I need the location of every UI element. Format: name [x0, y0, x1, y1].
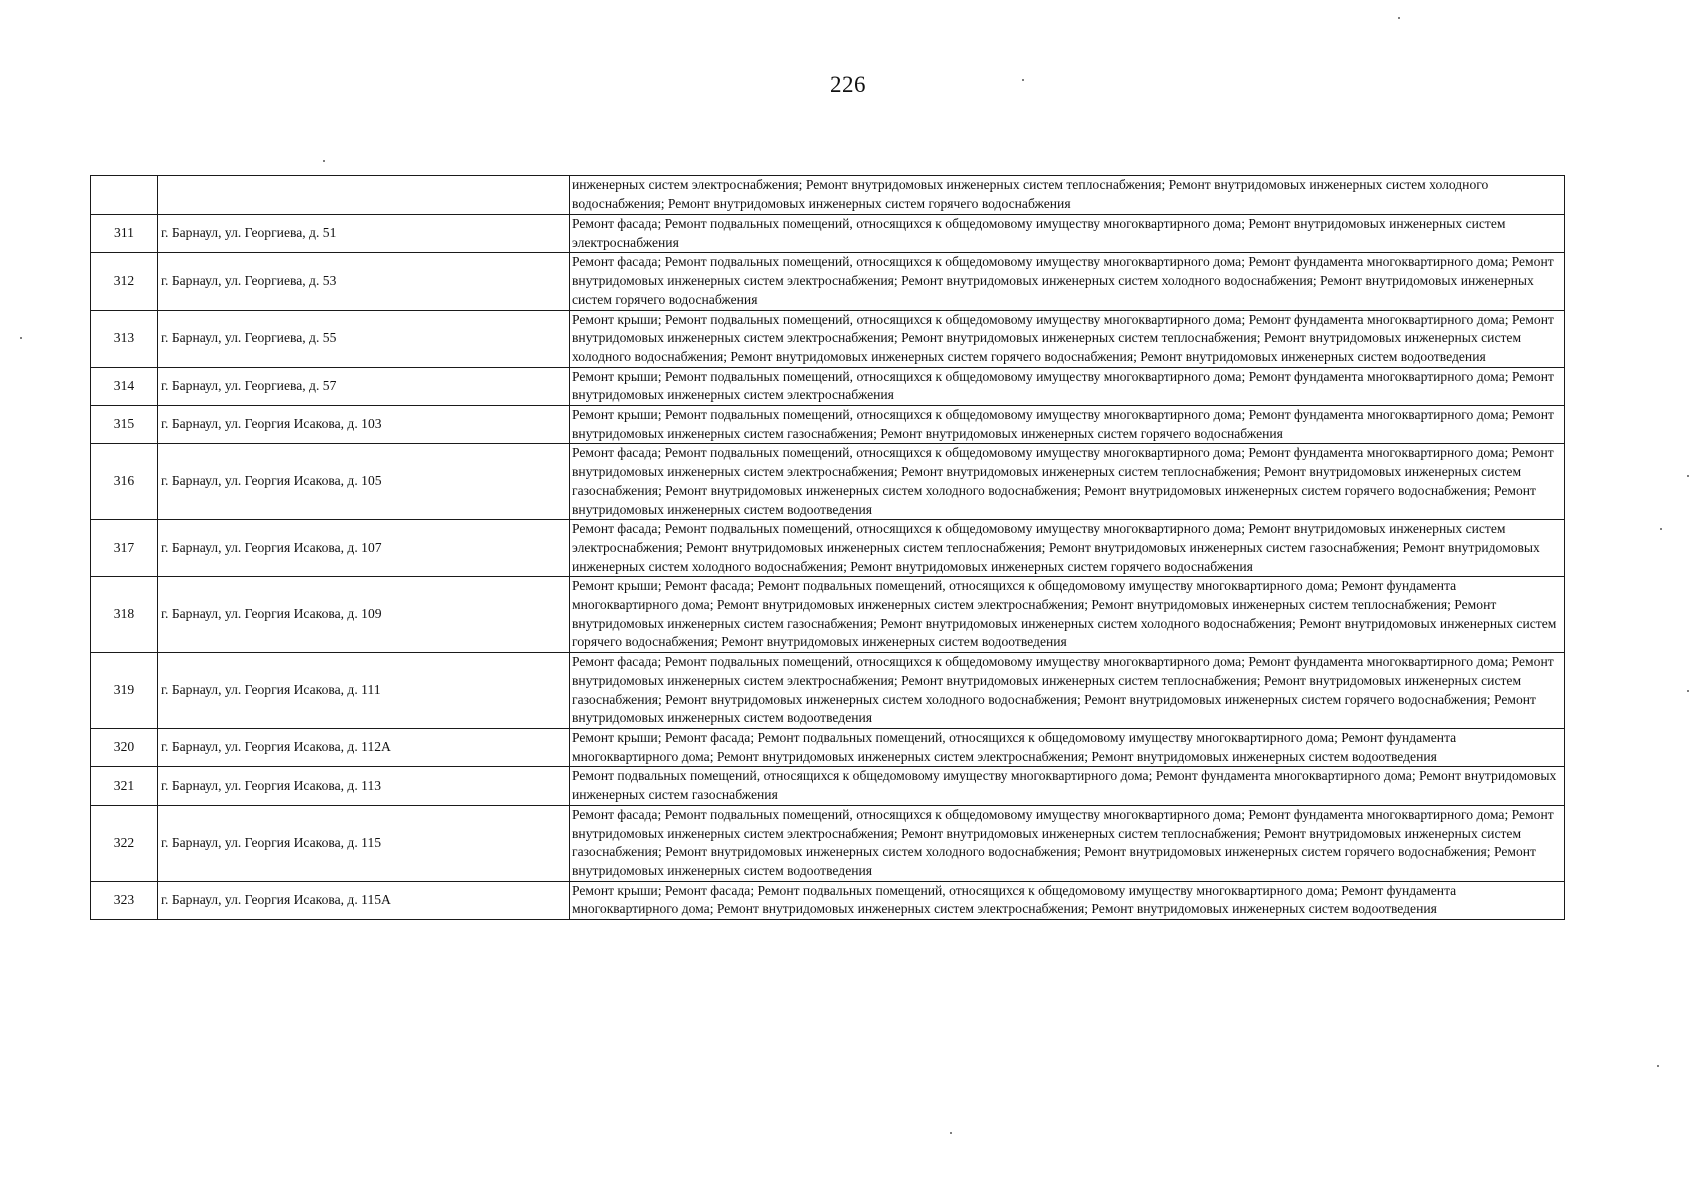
row-address: г. Барнаул, ул. Георгия Исакова, д. 111: [158, 653, 570, 729]
row-number: 311: [91, 215, 158, 253]
continuation-address-cell: [158, 176, 570, 215]
table-row: [91, 406, 1565, 444]
row-address: г. Барнаул, ул. Георгия Исакова, д. 107: [158, 520, 570, 577]
scan-speck: [1660, 528, 1662, 530]
row-address: г. Барнаул, ул. Георгиева, д. 55: [158, 310, 570, 367]
row-address: г. Барнаул, ул. Георгия Исакова, д. 103: [158, 406, 570, 444]
table-body: [91, 176, 1565, 920]
row-address: г. Барнаул, ул. Георгиева, д. 51: [158, 215, 570, 253]
table-row: [91, 215, 1565, 253]
scan-speck: [1687, 475, 1689, 477]
scan-speck: [1657, 1065, 1659, 1067]
row-number: 319: [91, 653, 158, 729]
row-address: г. Барнаул, ул. Георгия Исакова, д. 115А: [158, 881, 570, 919]
row-works: Ремонт фасада; Ремонт подвальных помещений, относящихся к общедомовому имуществу многоквартирного дома; Ремонт фундамента многоквартирного дома; Ремонт внутридомовых инженерных систем электроснабжения; Ремонт внутридомовых инженерных систем теплоснабжения; Ремонт внутридомовых инженерных систем газоснабжения; Ремонт внутридомовых инженерных систем холодного водоснабжения; Ремонт внутридомовых инженерных систем горячего водоснабжения; Ремонт внутридомовых инженерных систем водоотведения: [570, 444, 1565, 520]
row-number: 322: [91, 805, 158, 881]
table-row: [91, 653, 1565, 729]
row-works: Ремонт фасада; Ремонт подвальных помещений, относящихся к общедомовому имуществу многоквартирного дома; Ремонт фундамента многоквартирного дома; Ремонт внутридомовых инженерных систем электроснабжения; Ремонт внутридомовых инженерных систем теплоснабжения; Ремонт внутридомовых инженерных систем газоснабжения; Ремонт внутридомовых инженерных систем холодного водоснабжения; Ремонт внутридомовых инженерных систем горячего водоснабжения; Ремонт внутридомовых инженерных систем водоотведения: [570, 653, 1565, 729]
row-address: г. Барнаул, ул. Георгия Исакова, д. 112А: [158, 728, 570, 766]
page-number: 226: [830, 72, 866, 97]
row-number: 318: [91, 577, 158, 653]
repair-schedule-table: [90, 175, 1565, 920]
table-row: [91, 577, 1565, 653]
table-row: [91, 767, 1565, 805]
table-row: [91, 805, 1565, 881]
row-address: г. Барнаул, ул. Георгия Исакова, д. 113: [158, 767, 570, 805]
row-works: Ремонт крыши; Ремонт подвальных помещений, относящихся к общедомовому имуществу многоквартирного дома; Ремонт фундамента многоквартирного дома; Ремонт внутридомовых инженерных систем электроснабжения: [570, 367, 1565, 405]
continuation-works-cell: инженерных систем электроснабжения; Ремонт внутридомовых инженерных систем теплоснабжения; Ремонт внутридомовых инженерных систем холодного водоснабжения; Ремонт внутридомовых инженерных систем горячего водоснабжения: [570, 176, 1565, 215]
row-number: 316: [91, 444, 158, 520]
row-works: Ремонт фасада; Ремонт подвальных помещений, относящихся к общедомовому имуществу многоквартирного дома; Ремонт фундамента многоквартирного дома; Ремонт внутридомовых инженерных систем электроснабжения; Ремонт внутридомовых инженерных систем холодного водоснабжения; Ремонт внутридомовых инженерных систем горячего водоснабжения: [570, 253, 1565, 310]
table-row: [91, 728, 1565, 766]
row-works: Ремонт подвальных помещений, относящихся к общедомовому имуществу многоквартирного дома; Ремонт фундамента многоквартирного дома; Ремонт внутридомовых инженерных систем газоснабжения: [570, 767, 1565, 805]
table-row: [91, 520, 1565, 577]
continuation-num-cell: [91, 176, 158, 215]
row-number: 312: [91, 253, 158, 310]
table-row: [91, 444, 1565, 520]
row-number: 314: [91, 367, 158, 405]
row-address: г. Барнаул, ул. Георгия Исакова, д. 115: [158, 805, 570, 881]
row-number: 321: [91, 767, 158, 805]
row-works: Ремонт фасада; Ремонт подвальных помещений, относящихся к общедомовому имуществу многоквартирного дома; Ремонт фундамента многоквартирного дома; Ремонт внутридомовых инженерных систем электроснабжения; Ремонт внутридомовых инженерных систем теплоснабжения; Ремонт внутридомовых инженерных систем газоснабжения; Ремонт внутридомовых инженерных систем холодного водоснабжения; Ремонт внутридомовых инженерных систем горячего водоснабжения; Ремонт внутридомовых инженерных систем водоотведения: [570, 805, 1565, 881]
row-number: 313: [91, 310, 158, 367]
scan-speck: [1022, 79, 1024, 81]
scan-speck: [1398, 17, 1400, 19]
row-number: 315: [91, 406, 158, 444]
row-works: Ремонт крыши; Ремонт фасада; Ремонт подвальных помещений, относящихся к общедомовому имуществу многоквартирного дома; Ремонт фундамента многоквартирного дома; Ремонт внутридомовых инженерных систем электроснабжения; Ремонт внутридомовых инженерных систем водоотведения: [570, 881, 1565, 919]
row-works: Ремонт крыши; Ремонт подвальных помещений, относящихся к общедомовому имуществу многоквартирного дома; Ремонт фундамента многоквартирного дома; Ремонт внутридомовых инженерных систем электроснабжения; Ремонт внутридомовых инженерных систем теплоснабжения; Ремонт внутридомовых инженерных систем холодного водоснабжения; Ремонт внутридомовых инженерных систем горячего водоснабжения; Ремонт внутридомовых инженерных систем водоотведения: [570, 310, 1565, 367]
table-row: [91, 310, 1565, 367]
scan-speck: [1687, 690, 1689, 692]
scan-speck: [20, 337, 22, 339]
row-works: Ремонт крыши; Ремонт фасада; Ремонт подвальных помещений, относящихся к общедомовому имуществу многоквартирного дома; Ремонт фундамента многоквартирного дома; Ремонт внутридомовых инженерных систем электроснабжения; Ремонт внутридомовых инженерных систем теплоснабжения; Ремонт внутридомовых инженерных систем газоснабжения; Ремонт внутридомовых инженерных систем холодного водоснабжения; Ремонт внутридомовых инженерных систем горячего водоснабжения; Ремонт внутридомовых инженерных систем водоотведения: [570, 577, 1565, 653]
table-row: [91, 367, 1565, 405]
scan-speck: [950, 1132, 952, 1134]
row-works: Ремонт фасада; Ремонт подвальных помещений, относящихся к общедомовому имуществу многоквартирного дома; Ремонт внутридомовых инженерных систем электроснабжения; Ремонт внутридомовых инженерных систем теплоснабжения; Ремонт внутридомовых инженерных систем газоснабжения; Ремонт внутридомовых инженерных систем холодного водоснабжения; Ремонт внутридомовых инженерных систем горячего водоснабжения: [570, 520, 1565, 577]
row-works: Ремонт фасада; Ремонт подвальных помещений, относящихся к общедомовому имуществу многоквартирного дома; Ремонт внутридомовых инженерных систем электроснабжения: [570, 215, 1565, 253]
table-row: [91, 881, 1565, 919]
row-works: Ремонт крыши; Ремонт подвальных помещений, относящихся к общедомовому имуществу многоквартирного дома; Ремонт фундамента многоквартирного дома; Ремонт внутридомовых инженерных систем газоснабжения; Ремонт внутридомовых инженерных систем горячего водоснабжения: [570, 406, 1565, 444]
row-address: г. Барнаул, ул. Георгиева, д. 53: [158, 253, 570, 310]
table-row: [91, 253, 1565, 310]
row-number: 317: [91, 520, 158, 577]
scan-speck: [323, 160, 325, 162]
row-address: г. Барнаул, ул. Георгия Исакова, д. 105: [158, 444, 570, 520]
row-number: 320: [91, 728, 158, 766]
row-address: г. Барнаул, ул. Георгия Исакова, д. 109: [158, 577, 570, 653]
row-address: г. Барнаул, ул. Георгиева, д. 57: [158, 367, 570, 405]
row-works: Ремонт крыши; Ремонт фасада; Ремонт подвальных помещений, относящихся к общедомовому имуществу многоквартирного дома; Ремонт фундамента многоквартирного дома; Ремонт внутридомовых инженерных систем электроснабжения; Ремонт внутридомовых инженерных систем водоотведения: [570, 728, 1565, 766]
row-number: 323: [91, 881, 158, 919]
continuation-row: [91, 176, 1565, 215]
